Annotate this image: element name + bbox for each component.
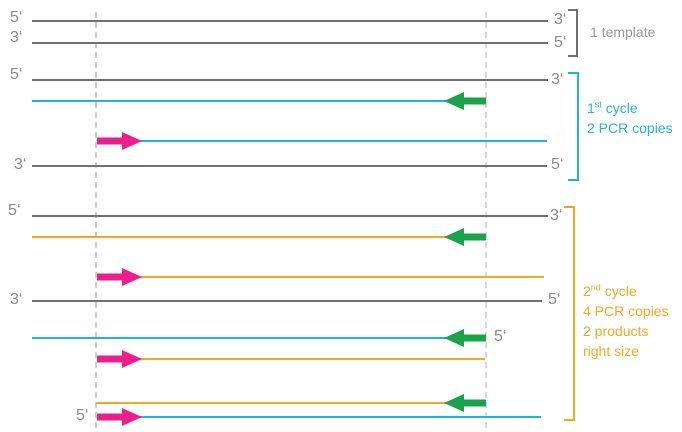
- reverse-primer-arrow: [444, 92, 486, 110]
- reverse-primer-arrow: [444, 394, 486, 412]
- cycle2-label: [583, 281, 669, 361]
- cycle1-label: [587, 98, 673, 138]
- strand-end-label: 5‘: [494, 328, 507, 345]
- reverse-primer-arrow: [444, 329, 486, 347]
- template-label: [590, 22, 655, 42]
- cycle1-copies: 2 PCR copies: [587, 120, 673, 136]
- strand-end-label: 3‘: [550, 207, 563, 224]
- forward-primer-arrow: [97, 350, 142, 368]
- reverse-primer-arrow: [444, 228, 486, 246]
- strand-end-label: 5‘: [10, 66, 23, 83]
- strand-end-label: 3‘: [554, 11, 567, 28]
- strand-end-label: 5‘: [8, 202, 21, 219]
- cycle1-title: 1st cycle: [587, 99, 638, 116]
- cycle2-right-size: right size: [583, 343, 640, 359]
- strand-end-label: 5‘: [548, 291, 561, 308]
- strand-end-label: 5‘: [551, 156, 564, 173]
- forward-primer-arrow: [97, 268, 142, 286]
- template-label-text: 1 template: [590, 24, 656, 40]
- strand-end-label: 5‘: [554, 34, 567, 51]
- strand-end-label: 3‘: [10, 29, 23, 46]
- strand-end-label: 3‘: [10, 291, 23, 308]
- forward-primer-arrow: [97, 408, 142, 426]
- cycle2-bracket: [564, 207, 574, 420]
- strand-end-label: 5‘: [10, 9, 23, 26]
- cycle1-bracket: [568, 73, 578, 180]
- forward-primer-arrow: [97, 132, 142, 150]
- cycle2-products: 2 products: [583, 323, 649, 339]
- strand-end-label: 3‘: [551, 71, 564, 88]
- strand-end-label: 5‘: [76, 407, 89, 424]
- cycle2-copies: 4 PCR copies: [583, 303, 669, 319]
- strand-end-label: 3‘: [14, 156, 27, 173]
- cycle2-title: 2nd cycle: [583, 282, 637, 299]
- template-bracket: [568, 10, 577, 56]
